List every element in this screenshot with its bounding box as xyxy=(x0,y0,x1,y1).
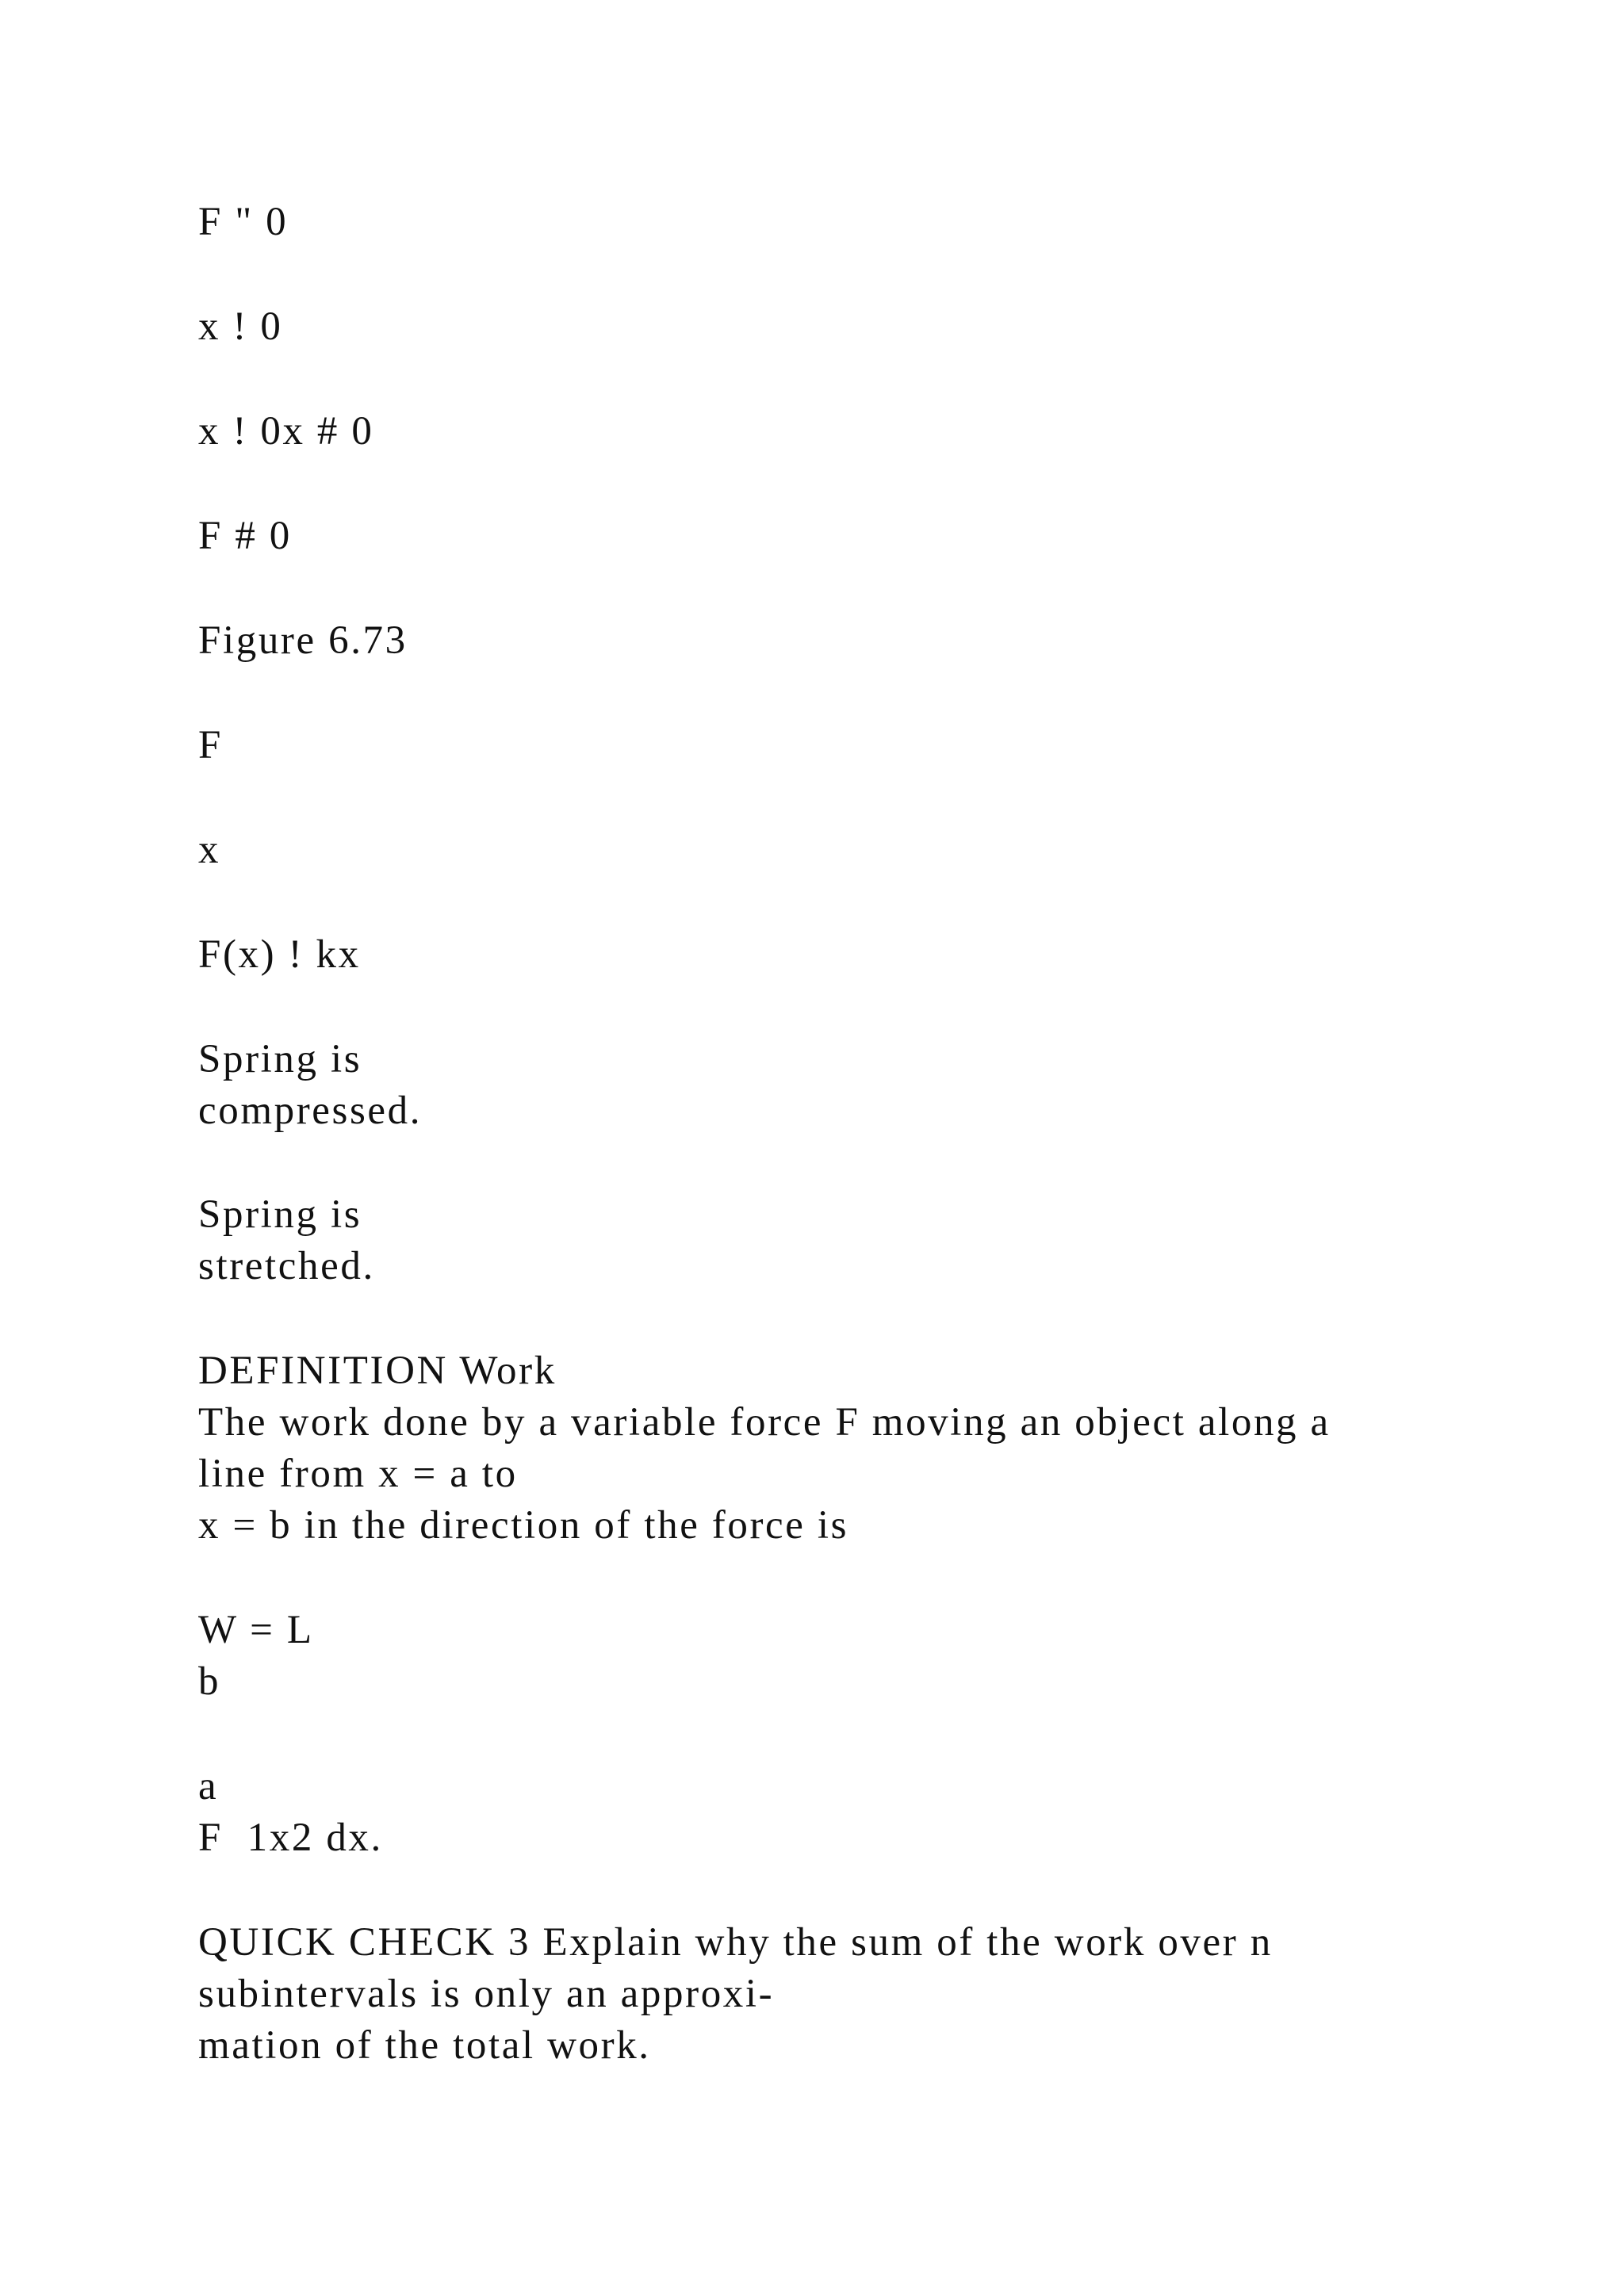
figure-axis-f: F xyxy=(198,723,223,767)
figure-axis-x: x xyxy=(198,828,221,872)
formula-line-1: W = L xyxy=(198,1608,314,1652)
definition-line-1: The work done by a variable force F moving an object along a xyxy=(198,1400,1331,1445)
compressed-label-line-2: compressed. xyxy=(198,1089,423,1133)
formula-lower-limit: a xyxy=(198,1764,219,1808)
figure-caption: Figure 6.73 xyxy=(198,618,408,663)
stretched-label-line-2: stretched. xyxy=(198,1244,375,1288)
compressed-label-line-1: Spring is xyxy=(198,1037,362,1081)
quick-check-line-2: subintervals is only an approxi- xyxy=(198,1972,775,2016)
quick-check-line-3: mation of the total work. xyxy=(198,2023,651,2068)
definition-heading: DEFINITION Work xyxy=(198,1349,557,1393)
hookes-law-label: F(x) ! kx xyxy=(198,932,361,977)
stretched-label-line-1: Spring is xyxy=(198,1192,362,1237)
figure-label-f-zero: F " 0 xyxy=(198,200,289,244)
definition-line-2: line from x = a to xyxy=(198,1452,518,1496)
figure-label-x-zero: x ! 0 xyxy=(198,304,283,349)
definition-line-3: x = b in the direction of the force is xyxy=(198,1503,849,1548)
formula-upper-limit: b xyxy=(198,1659,221,1704)
figure-label-f-negative: F # 0 xyxy=(198,514,292,558)
quick-check-line-1: QUICK CHECK 3 Explain why the sum of the work over n xyxy=(198,1920,1273,1965)
figure-label-x-ranges: x ! 0x # 0 xyxy=(198,409,374,453)
formula-integrand: F 1x2 dx. xyxy=(198,1816,383,1860)
